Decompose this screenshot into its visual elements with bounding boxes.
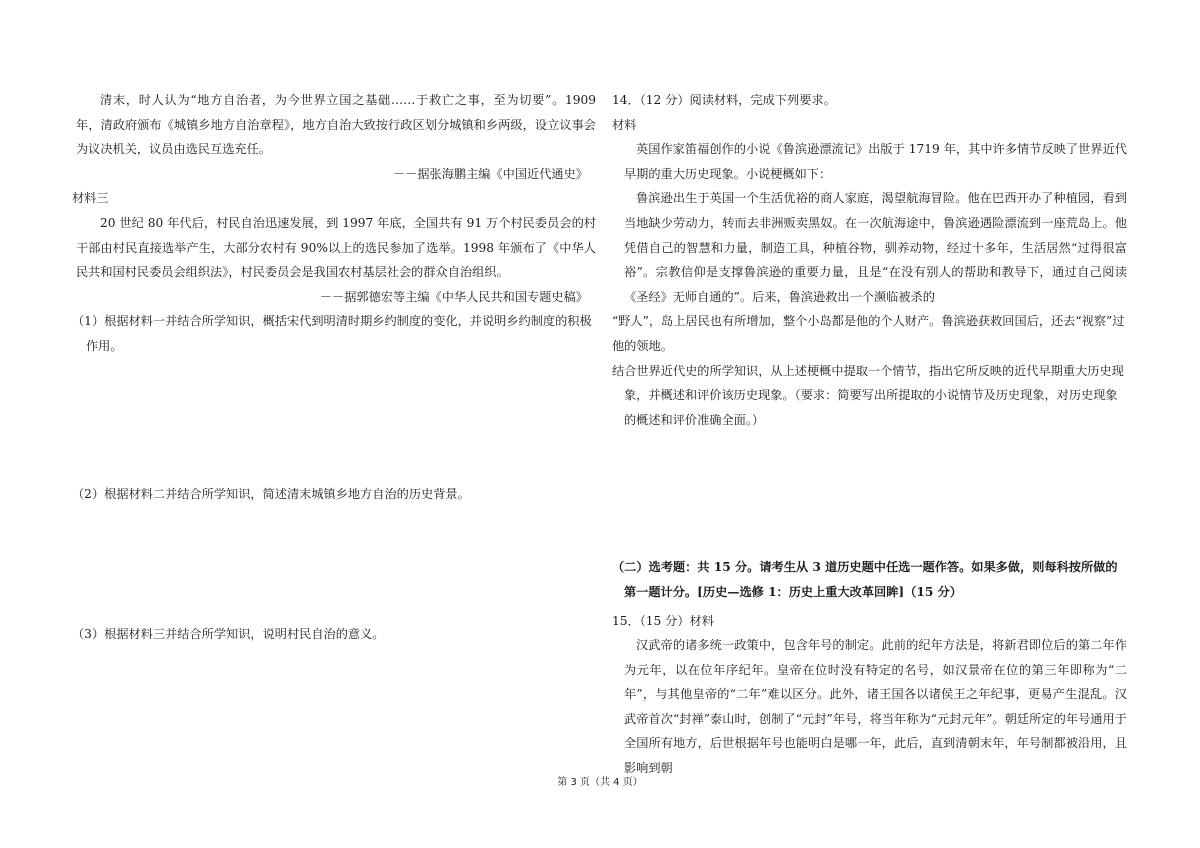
question-15-head: 15．（15 分）材料 bbox=[612, 613, 714, 628]
question-15-paragraph-1: 汉武帝的诸多统一政策中，包含年号的制定。此前的纪年方法是，将新君即位后的第二年作为元年，以在位年序纪年。皇帝在位时没有特定的名号，如汉景帝在位的第三年即称为“二年”，与其他皇帝的“二年”难以区分。此外，诸王国各以诸侯王之年纪事，更易产生混乱。汉武帝首次“封禅”泰山时，创制了“元封”年号，将当年称为“元封元年”。朝廷所定的年号通用于全国所有地方，后世根据年号也能明白是哪一年，此后，直到清朝末年，年号制都被沿用，且影响到朝 bbox=[624, 638, 1127, 776]
answer-space-14 bbox=[612, 432, 1127, 555]
question-14-paragraph-3: “野人”，岛上居民也有所增加，整个小岛都是他的个人财产。鲁滨逊获救回国后，还去“视察”过他的领地。 bbox=[612, 314, 1125, 353]
question-14-paragraph-2: 鲁滨逊出生于英国一个生活优裕的商人家庭，渴望航海冒险。他在巴西开办了种植园，看到当地缺少劳动力，转而去非洲贩卖黑奴。在一次航海途中，鲁滨逊遇险漂流到一座荒岛上。他凭借自己的智慧和力量，制造工具，种植谷物，驯养动物，经过十多年，生活居然“过得很富裕”。宗教信仰是支撑鲁滨逊的重要力量，且是“在没有别人的帮助和教导下，通过自己阅读《圣经》无师自通的”。后来，鲁滨逊救出一个濒临被杀的 bbox=[624, 191, 1127, 304]
question-14-task: 结合世界近代史的所学知识，从上述梗概中提取一个情节，指出它所反映的近代早期重大历史现象，并概述和评价该历史现象。（要求：简要写出所提取的小说情节及历史现象，对历史现象的概述和评价准确全面。） bbox=[612, 363, 1124, 427]
answer-space-1 bbox=[76, 359, 596, 482]
material3-text: 20 世纪 80 年代后，村民自治迅速发展，到 1997 年底，全国共有 91 万个村民委员会的村干部由村民直接选举产生，大部分农村有 90%以上的选民参加了选举。1998 年颁布了《中华人民共和国村民委员会组织法》，村民委员会是我国农村基层社会的群众自治组织。 bbox=[76, 215, 596, 280]
question-14-head: 14．（12 分）阅读材料，完成下列要求。 bbox=[612, 93, 836, 107]
right-column bbox=[612, 88, 1127, 781]
answer-space-2 bbox=[76, 506, 596, 622]
question-1: （1）根据材料一并结合所学知识，概括宋代到明清时期乡约制度的变化，并说明乡约制度的积极作用。 bbox=[72, 314, 592, 353]
page-footer: 第 3 页（共 4 页） bbox=[557, 777, 643, 788]
section-2-heading: （二）选考题：共 15 分。请考生从 3 道历史题中任选一题作答。如果多做，则每科按所做的第一题计分。[历史—选修 1：历史上重大改革回眸]（15 分） bbox=[612, 560, 1118, 599]
question-3: （3）根据材料三并结合所学知识，说明村民自治的意义。 bbox=[72, 627, 385, 642]
material3-source: －－据郭德宏等主编《中华人民共和国专题史稿》 bbox=[319, 289, 588, 304]
question-14-material-label: 材料 bbox=[612, 117, 637, 132]
question-2: （2）根据材料二并结合所学知识，简述清末城镇乡地方自治的历史背景。 bbox=[72, 486, 470, 501]
material3-label: 材料三 bbox=[72, 191, 109, 206]
material2-text: 清末，时人认为“地方自治者，为今世界立国之基础……于救亡之事，至为切要”。1909 年，清政府颁布《城镇乡地方自治章程》，地方自治大致按行政区划分城镇和乡两级，设立议事会为议决机关，议员由选民互选充任。 bbox=[76, 93, 596, 157]
left-column bbox=[72, 88, 596, 647]
material2-source: －－据张海鹏主编《中国近代通史》 bbox=[393, 166, 588, 181]
question-14-paragraph-1: 英国作家笛福创作的小说《鲁滨逊漂流记》出版于 1719 年，其中许多情节反映了世界近代早期的重大历史现象。小说梗概如下： bbox=[624, 142, 1127, 181]
